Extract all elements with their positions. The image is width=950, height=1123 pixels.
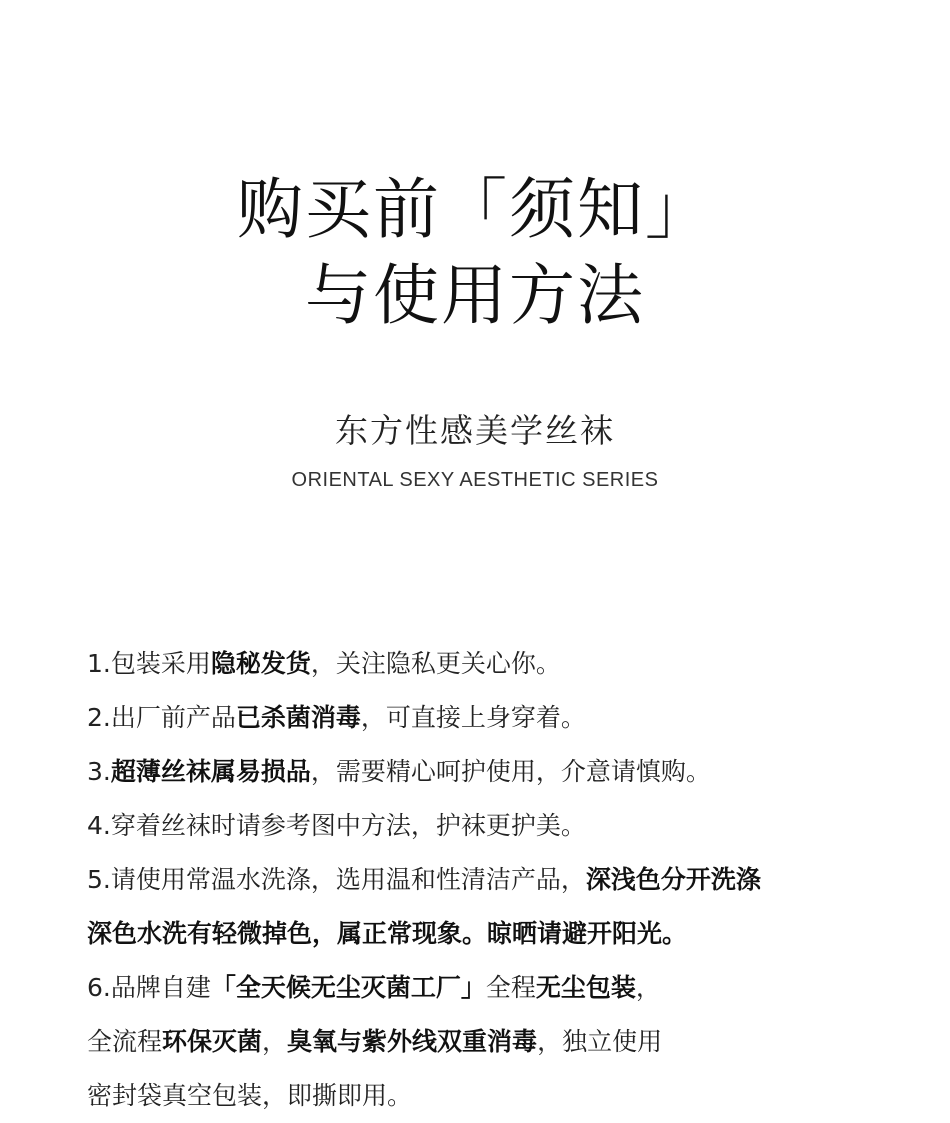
series-subtitle-en: ORIENTAL SEXY AESTHETIC SERIES xyxy=(291,469,659,491)
note-text: ， xyxy=(635,973,661,1002)
note-emphasis: 「全天候无尘灭菌工厂」 xyxy=(210,973,486,1002)
note-line-2 xyxy=(87,691,927,745)
note-line-5 xyxy=(87,853,927,907)
note-text: 2.出厂前产品 xyxy=(87,703,236,732)
note-text: 全流程 xyxy=(87,1027,163,1056)
note-emphasis: 环保灭菌 xyxy=(162,1027,263,1056)
note-line-9 xyxy=(87,1069,927,1123)
usage-notes xyxy=(87,637,927,1123)
note-emphasis: 深浅色分开洗涤 xyxy=(585,865,761,894)
note-text: 5.请使用常温水洗涤，选用温和性清洁产品， xyxy=(87,865,586,894)
note-line-8 xyxy=(87,1015,927,1069)
note-emphasis: 无尘包装 xyxy=(535,973,636,1002)
note-text: 1.包装采用 xyxy=(87,649,211,678)
note-emphasis: 深色水洗有轻微掉色，属正常现象。晾晒请避开阳光。 xyxy=(87,919,688,948)
note-text: 6.品牌自建 xyxy=(87,973,211,1002)
page-title-line-2: 与使用方法 xyxy=(305,257,645,334)
note-line-3 xyxy=(87,745,927,799)
note-emphasis: 已杀菌消毒 xyxy=(235,703,361,732)
note-line-7 xyxy=(87,961,927,1015)
note-line-4 xyxy=(87,799,927,853)
note-text: 4.穿着丝袜时请参考图中方法，护袜更护美。 xyxy=(87,811,586,840)
note-emphasis: 隐秘发货 xyxy=(210,649,311,678)
series-subtitle-cn: 东方性感美学丝袜 xyxy=(335,411,615,450)
note-text: ，可直接上身穿着。 xyxy=(360,703,586,732)
note-text: ，关注隐私更关心你。 xyxy=(310,649,561,678)
note-emphasis: 臭氧与紫外线双重消毒 xyxy=(287,1027,538,1056)
note-text: ， xyxy=(262,1027,288,1056)
note-emphasis: 超薄丝袜属易损品 xyxy=(110,757,311,786)
note-text: ，需要精心呵护使用，介意请慎购。 xyxy=(310,757,711,786)
note-line-1 xyxy=(87,637,927,691)
note-text: ，独立使用 xyxy=(537,1027,663,1056)
note-text: 密封袋真空包装，即撕即用。 xyxy=(87,1081,413,1110)
note-line-6 xyxy=(87,907,927,961)
note-text: 3. xyxy=(87,757,111,786)
note-text: 全程 xyxy=(485,973,536,1002)
page-title-line-1: 购买前「须知」 xyxy=(237,171,713,248)
